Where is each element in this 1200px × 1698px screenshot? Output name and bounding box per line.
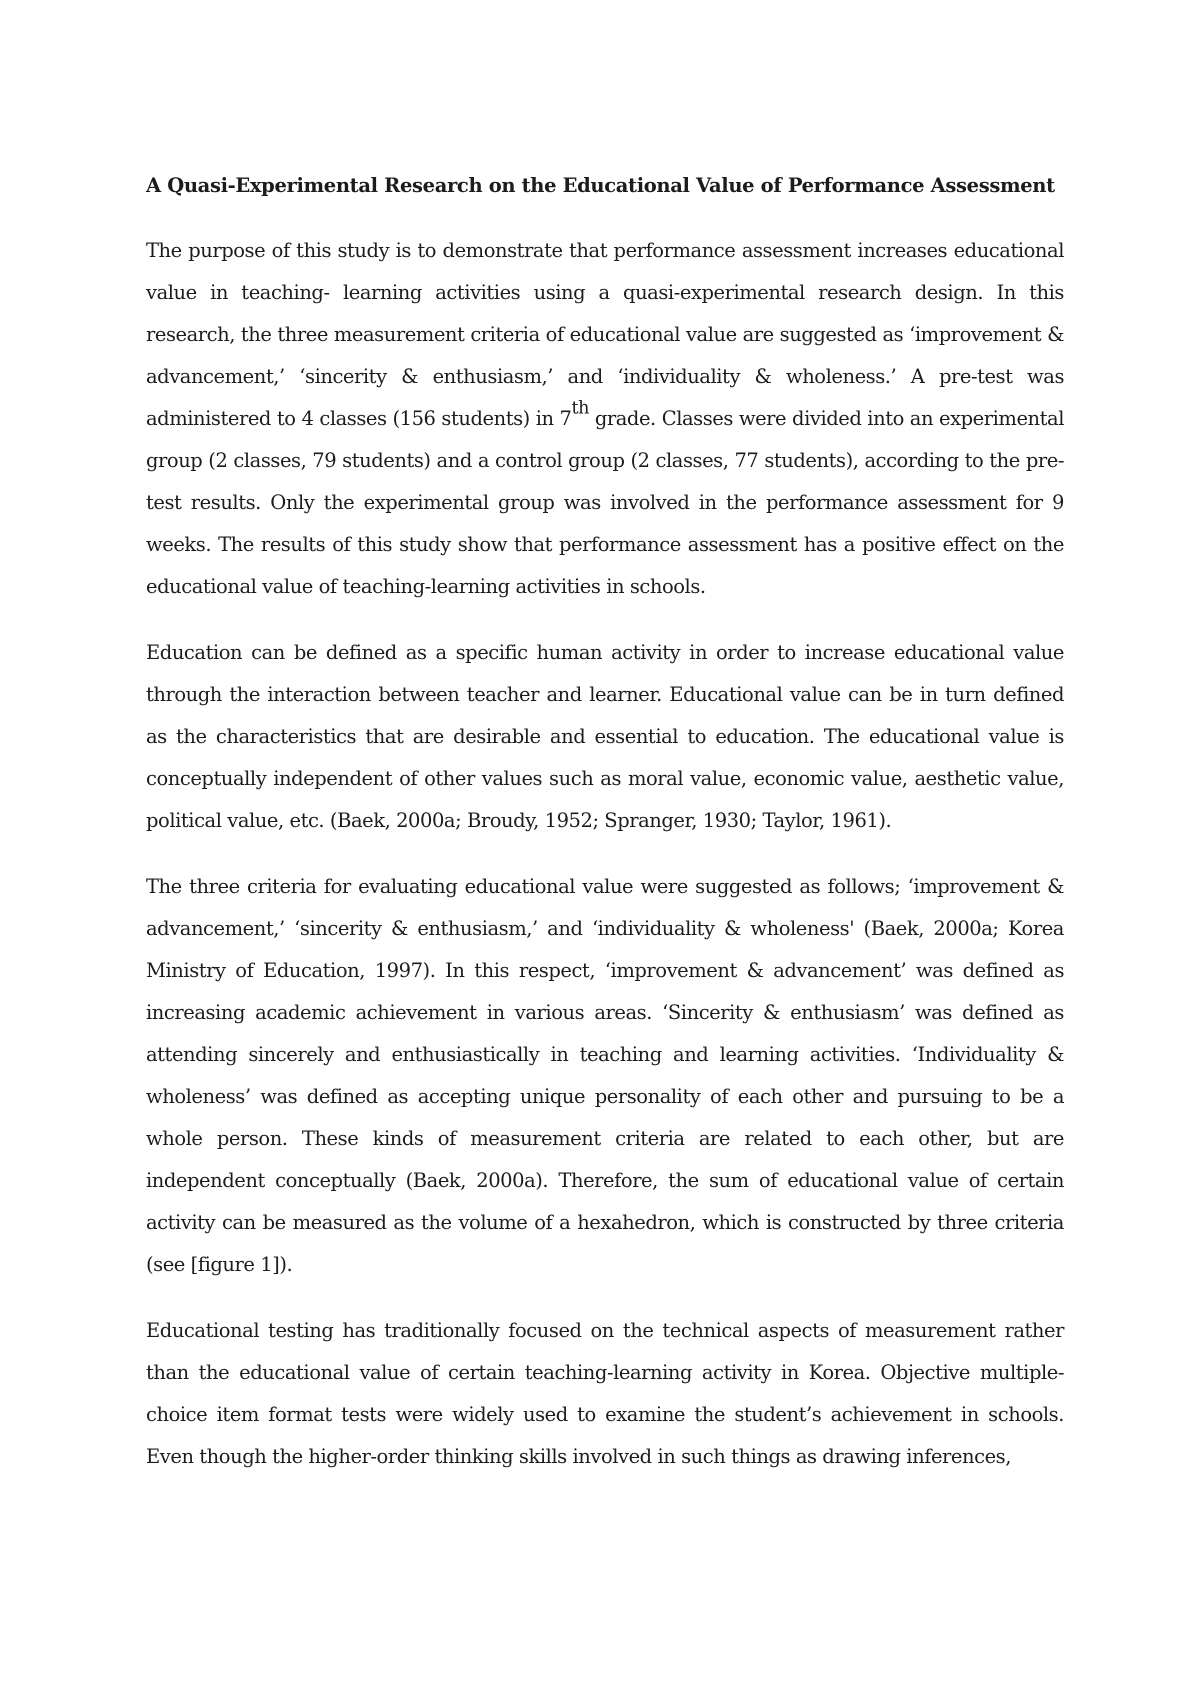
paragraph-abstract-text-2: grade. Classes were divided into an experimental group (2 classes, 79 students) and a control group (2 classes, 77 students), according to the pre-test results. Only the experimental group was involved in the performance assessment for 9 weeks. The results of this study show that performance assessment has a positive effect on the educational value of teaching-learning activities in schools. <box>146 407 1065 598</box>
ordinal-superscript: th <box>571 398 589 419</box>
paragraph-educational-testing: Educational testing has traditionally focused on the technical aspects of measurement rather than the educational value of certain teaching-learning activity in Korea. Objective multiple-choice item format tests were widely used to examine the student’s achievement in schools. Even though the higher-order thinking skills involved in such things as drawing inferences, <box>146 1319 1064 1468</box>
paragraph-three-criteria: The three criteria for evaluating educational value were suggested as follows; ‘improvement & advancement,’ ‘sincerity & enthusiasm,’ and ‘individuality & wholeness' (Baek, 2000a; Korea Ministry of Education, 1997). In this respect, ‘improvement & advancement’ was defined as increasing academic achievement in various areas. ‘Sincerity & enthusiasm’ was defined as attending sincerely and enthusiastically in teaching and learning activities. ‘Individuality & wholeness’ was defined as accepting unique personality of each other and pursuing to be a whole person. These kinds of measurement criteria are related to each other, but are independent conceptually (Baek, 2000a). Therefore, the sum of educational value of certain activity can be measured as the volume of a hexahedron, which is constructed by three criteria (see [figure 1]). <box>146 875 1064 1276</box>
paragraph-abstract-text-1: The purpose of this study is to demonstrate that performance assessment increases educational value in teaching- learning activities using a quasi-experimental research design. In this research, the three measurement criteria of educational value are suggested as ‘improvement & advancement,’ ‘sincerity & enthusiasm,’ and ‘individuality & wholeness.’ A pre-test was administered to 4 classes (156 students) in 7 <box>146 239 1064 430</box>
paragraph-education-definition: Education can be defined as a specific human activity in order to increase educational value through the interaction between teacher and learner. Educational value can be in turn defined as the characteristics that are desirable and essential to education. The educational value is conceptually independent of other values such as moral value, economic value, aesthetic value, political value, etc. (Baek, 2000a; Broudy, 1952; Spranger, 1930; Taylor, 1961). <box>146 641 1064 832</box>
document-body <box>146 172 1064 1478</box>
document-title: A Quasi-Experimental Research on the Educational Value of Performance Assessment <box>146 174 1055 197</box>
paragraph-abstract <box>146 230 1064 608</box>
